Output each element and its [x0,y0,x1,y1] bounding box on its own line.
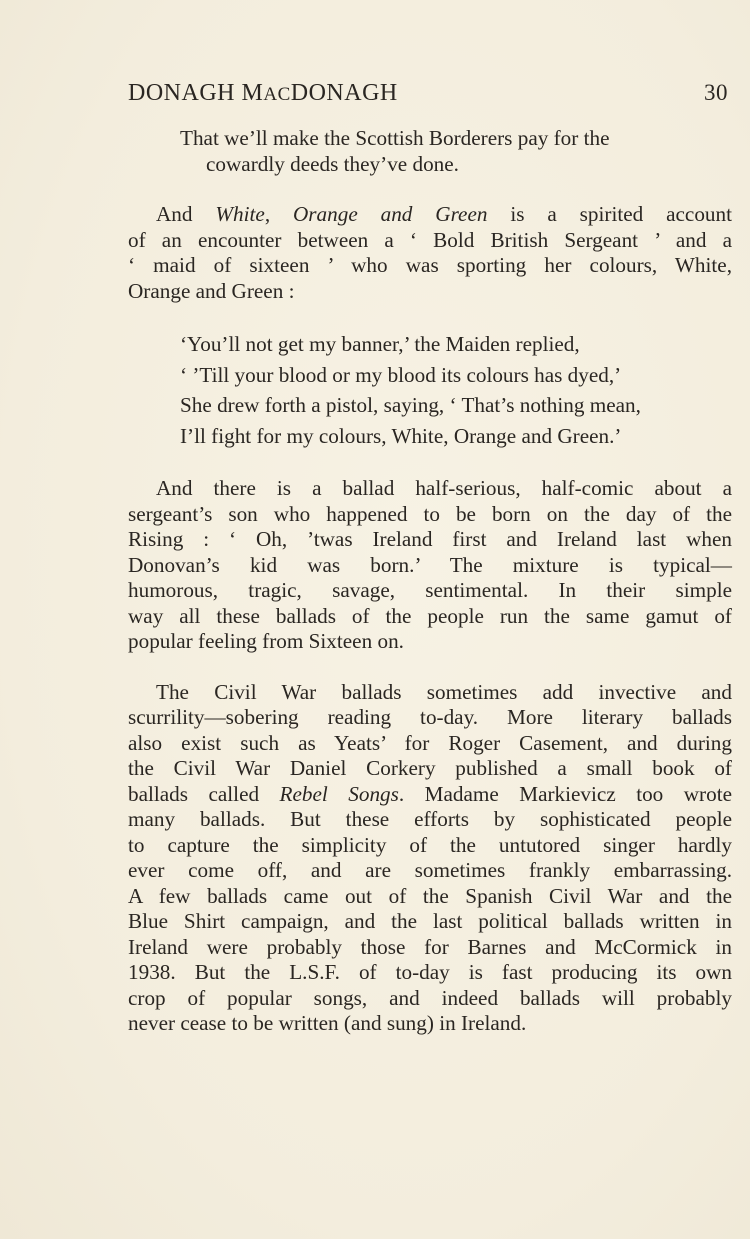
paragraph-line: Donovan’s kid was born.’ The mixture is typical— [128,552,732,577]
italic-title: Orange and Green [293,202,488,226]
paragraph-line: humorous, tragic, savage, sentimental. In their simple [128,578,732,602]
paragraph-line: ever come off, and are sometimes frankly embarrassing. [128,858,732,882]
paragraph-line: A few ballads came out of the Spanish Civil War and the [128,883,732,908]
running-head-author [128,80,398,107]
paragraph-line: scurrility—sobering reading to-day. More literary ballads [128,705,732,729]
paragraph-line: many ballads. But these efforts by sophisticated people [128,807,732,831]
paragraph-line: sergeant’s son who happened to be born on the day of the [128,501,732,526]
verse-line: cowardly deeds they’ve done. [206,151,459,176]
stanza-line: I’ll fight for my colours, White, Orange and Green.’ [180,423,622,448]
paragraph-line: the Civil War Daniel Corkery published a small book of [128,756,732,780]
text-run: , [264,202,293,226]
ballad-stanza [128,329,732,451]
paragraph-donovans-kid [128,476,732,655]
italic-title: White [215,202,265,226]
paragraph-line: to capture the simplicity of the untutored singer hardly [128,832,732,857]
stanza-line: ‘ ’Till your blood or my blood its colours has dyed,’ [180,362,622,387]
page-number: 30 [704,80,728,105]
text-run: . Madame Markievicz too wrote [398,781,732,806]
running-head [128,80,732,114]
paragraph-line: And there is a ballad half-serious, half-comic about a [156,476,732,500]
paragraph-line: of an encounter between a ‘ Bold British Sergeant ’ and a [128,227,732,252]
italic-title: Rebel Songs [279,781,399,806]
paragraph-civil-war-ballads [128,680,732,1037]
paragraph-line: Orange and Green : [128,278,295,303]
paragraph-line: Rising : ‘ Oh, ’twas Ireland first and Ireland last when [128,527,732,551]
author-prefix: DONAGH M [128,80,264,106]
paragraph-line: also exist such as Yeats’ for Roger Casement, and during [128,730,732,755]
stanza-line: ‘You’ll not get my banner,’ the Maiden replied, [180,332,580,356]
paragraph-line [128,782,732,808]
paragraph-line: never cease to be written (and sung) in Ireland. [128,1011,527,1035]
verse-line: That we’ll make the Scottish Borderers pay for the [180,126,610,150]
text-run: And [156,202,216,226]
paragraph-white-orange-green [128,202,732,304]
author-small-caps: AC [263,84,291,105]
paragraph-line: ‘ maid of sixteen ’ who was sporting her colours, White, [128,253,732,277]
body-text [128,126,732,1037]
paragraph-line: popular feeling from Sixteen on. [128,629,404,653]
paragraph-line: The Civil War ballads sometimes add invective and [156,679,732,704]
paragraph-line: 1938. But the L.S.F. of to-day is fast producing its own [128,960,732,984]
stanza-line: She drew forth a pistol, saying, ‘ That’s nothing mean, [180,393,641,417]
paragraph-line: crop of popular songs, and indeed ballads will probably [128,985,732,1010]
text-run: is a spirited account [487,202,732,226]
verse-continuation [128,126,732,177]
paragraph-line [128,202,732,228]
paragraph-line: way all these ballads of the people run the same gamut of [128,603,732,628]
paragraph-line: Blue Shirt campaign, and the last political ballads written in [128,909,732,933]
paragraph-line: Ireland were probably those for Barnes and McCormick in [128,934,732,959]
author-suffix: DONAGH [290,80,398,106]
text-run: ballads called [128,781,280,806]
